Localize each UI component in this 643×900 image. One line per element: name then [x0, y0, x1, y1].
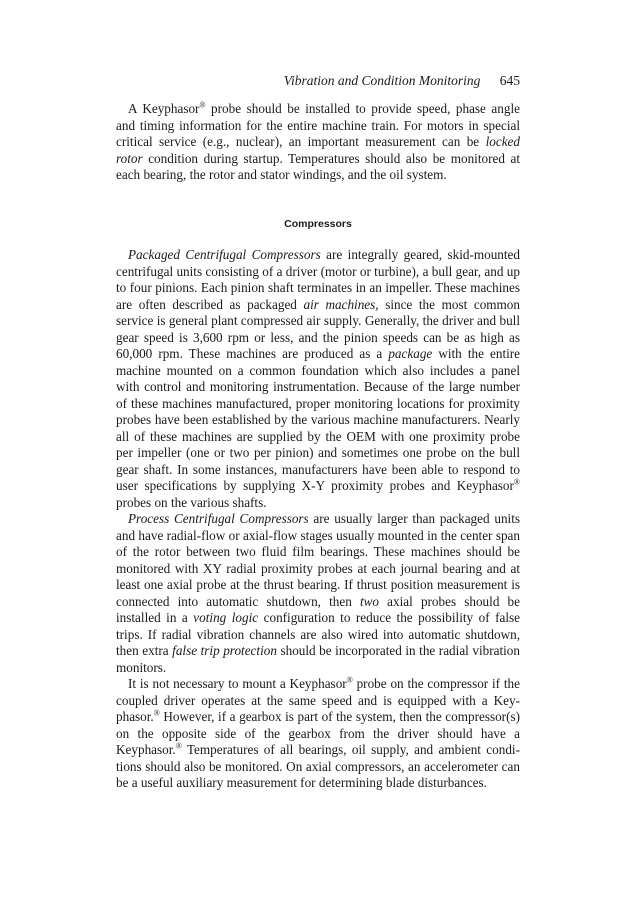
italic-term: Process Centrifugal Compressors: [128, 511, 309, 526]
registered-mark: ®: [513, 477, 520, 487]
body-paragraph: [116, 247, 520, 511]
italic-term: Packaged Centrifugal Compressors: [128, 247, 321, 262]
body-paragraph: [116, 511, 520, 676]
body-paragraph: [116, 676, 520, 792]
italic-term: locked rotor: [116, 134, 520, 166]
intro-paragraph: [116, 101, 520, 184]
registered-mark: ®: [199, 100, 206, 110]
registered-mark: ®: [346, 675, 353, 685]
italic-term: false trip protection: [172, 643, 277, 658]
registered-mark: ®: [153, 708, 160, 718]
running-head: [116, 73, 520, 89]
text-run: A Keyphasor: [128, 101, 200, 116]
page-number: 645: [499, 73, 520, 88]
text-run: probe should be installed to provide speed, phase angle and timing information for the entire machine train. For motors in special critical service (e.g., nuclear), an important measurement can be: [116, 101, 520, 149]
text-run: should be incorporated in the radial vibration monitors.: [116, 643, 520, 675]
section-body: [116, 247, 520, 792]
text-run: are usually larger than packaged units and have radial-flow or axial-flow stages usually mounted in the center span of the rotor between two fluid film bearings. These machines should be monitored with XY radial proximity probes at each journal bearing and at least one axial probe at the thrust bearing. If thrust position measurement is connected into automatic shutdown, then: [116, 511, 520, 609]
italic-term: voting logic: [193, 610, 259, 625]
text-run: configuration to reduce the possibility of false trips. If radial vibration channels are also wired into automatic shutdown, then extra: [116, 610, 520, 658]
text-run: It is not necessary to mount a Keyphasor: [128, 676, 347, 691]
section-heading: Compressors: [284, 218, 352, 230]
italic-term: package: [388, 346, 433, 361]
text-run: condition during startup. Temperatures should also be monitored at each bearing, the rotor and stator windings, and the oil system.: [116, 150, 520, 182]
text-run: are integrally geared, skid-mounted centrifugal units consisting of a driver (motor or turbine), a bull gear, and up to four pinions. Each pinion shaft terminates in an impeller. These machines are often described as packaged: [116, 247, 520, 312]
italic-term: two: [359, 593, 380, 609]
italic-term: air machines,: [303, 296, 379, 312]
text-run: probes on the various shafts.: [116, 494, 267, 510]
text-run: However, if a gearbox is part of the system, then the compressor(s) on the opposite side of the gearbox from the driver should have a Keyphasor.: [116, 709, 520, 757]
intro-text: [116, 101, 520, 184]
running-head-title: Vibration and Condition Monitoring: [283, 73, 481, 88]
text-run: with the entire machine mounted on a common foundation which also includes a panel with control and monitoring instrumentation. Because of the large number of these machines manufactured, proper monitoring locations for proximity probes have been established by the various machine manufacturers. Nearly all of these machines are supplied by the OEM with one proximity probe per impeller (one or two per pinion) and sometimes one probe on the bull gear shaft. In some instances, manufacturers have been able to respond to user specifications by supplying X-Y proximity probes and Keyphasor: [116, 346, 521, 493]
text-run: probe on the compressor if the coupled driver operates at the same speed and is equipped with a Keyphasor.: [116, 676, 520, 724]
text-run: since the most common service is general plant compressed air supply. Generally, the driver and bull gear speed is 3,600 rpm or less, and the pinion speeds can be as high as 60,000 rpm. These machines are produced as a: [116, 296, 520, 361]
text-run: Temperatures of all bearings, oil supply, and ambient conditions should also be monitored. On axial compressors, an accelerometer can be a useful auxiliary measurement for determining blade disturbances.: [116, 742, 520, 790]
registered-mark: ®: [175, 741, 182, 751]
text-run: axial probes should be installed in a: [116, 593, 520, 625]
